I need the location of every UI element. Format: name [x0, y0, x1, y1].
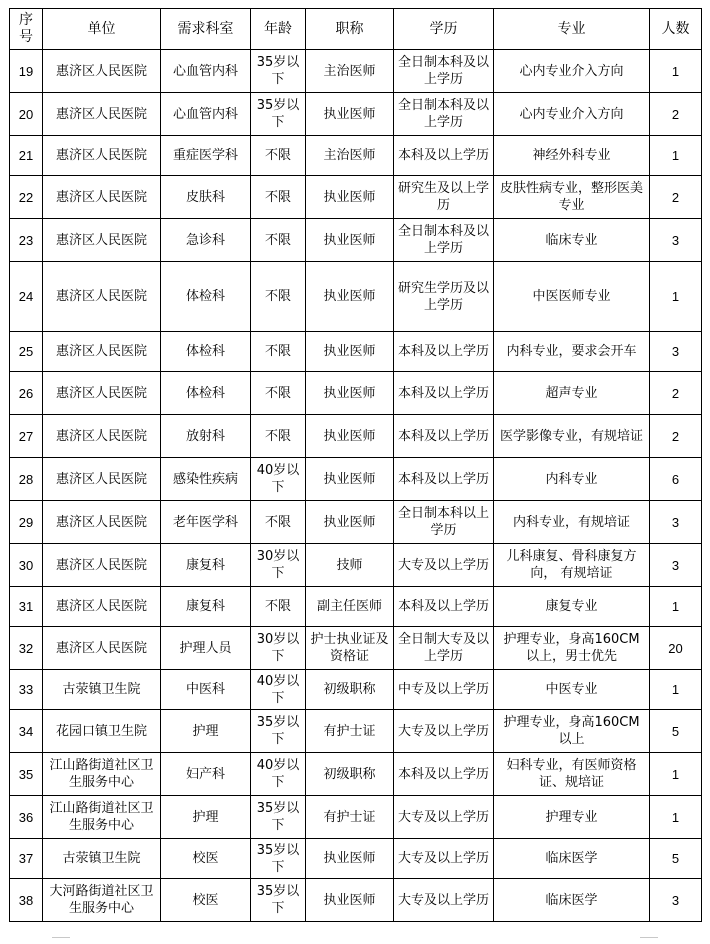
cell-department: 校医	[161, 839, 251, 879]
cell-title: 护士执业证及资格证	[306, 627, 394, 670]
table-row	[10, 670, 702, 710]
cell-unit: 惠济区人民医院	[43, 415, 161, 458]
table-row	[10, 544, 702, 587]
table-row	[10, 136, 702, 176]
cell-age: 35岁以下	[251, 50, 306, 93]
header-row	[10, 9, 702, 50]
cell-age: 不限	[251, 372, 306, 415]
table-row	[10, 219, 702, 262]
cell-count: 6	[650, 458, 702, 501]
recruitment-table	[9, 8, 702, 922]
cell-age: 不限	[251, 415, 306, 458]
cell-education: 大专及以上学历	[394, 544, 494, 587]
cell-age: 不限	[251, 136, 306, 176]
cell-education: 本科及以上学历	[394, 415, 494, 458]
cell-major: 护理专业	[494, 796, 650, 839]
cell-age: 30岁以下	[251, 544, 306, 587]
cell-count: 3	[650, 879, 702, 922]
cell-title: 执业医师	[306, 219, 394, 262]
cell-index: 29	[10, 501, 43, 544]
cell-count: 2	[650, 93, 702, 136]
cell-title: 有护士证	[306, 710, 394, 753]
cell-age: 不限	[251, 501, 306, 544]
cell-education: 本科及以上学历	[394, 332, 494, 372]
cell-title: 初级职称	[306, 670, 394, 710]
cell-major: 超声专业	[494, 372, 650, 415]
table-row	[10, 501, 702, 544]
cell-major: 内科专业，有规培证	[494, 501, 650, 544]
cell-major: 护理专业，身高160CM以上	[494, 710, 650, 753]
cell-major: 护理专业，身高160CM以上，男士优先	[494, 627, 650, 670]
cell-index: 21	[10, 136, 43, 176]
cell-title: 有护士证	[306, 796, 394, 839]
cell-department: 放射科	[161, 415, 251, 458]
cell-age: 不限	[251, 587, 306, 627]
cell-unit: 江山路街道社区卫生服务中心	[43, 796, 161, 839]
cell-title: 执业医师	[306, 415, 394, 458]
cell-age: 40岁以下	[251, 753, 306, 796]
cell-age: 35岁以下	[251, 839, 306, 879]
cell-unit: 惠济区人民医院	[43, 332, 161, 372]
cell-index: 36	[10, 796, 43, 839]
cell-department: 重症医学科	[161, 136, 251, 176]
cell-count: 2	[650, 176, 702, 219]
cell-title: 执业医师	[306, 372, 394, 415]
cell-education: 全日制本科以上学历	[394, 501, 494, 544]
cell-major: 儿科康复、骨科康复方向， 有规培证	[494, 544, 650, 587]
cell-index: 23	[10, 219, 43, 262]
cell-department: 体检科	[161, 332, 251, 372]
table-row	[10, 93, 702, 136]
cell-title: 执业医师	[306, 458, 394, 501]
cell-education: 本科及以上学历	[394, 136, 494, 176]
cell-unit: 惠济区人民医院	[43, 627, 161, 670]
cell-index: 26	[10, 372, 43, 415]
cell-education: 全日制本科及以上学历	[394, 93, 494, 136]
cell-unit: 惠济区人民医院	[43, 176, 161, 219]
cell-department: 护理	[161, 710, 251, 753]
cell-title: 主治医师	[306, 136, 394, 176]
cell-education: 大专及以上学历	[394, 879, 494, 922]
cell-age: 35岁以下	[251, 879, 306, 922]
header-unit: 单位	[43, 9, 161, 50]
cell-major: 临床医学	[494, 879, 650, 922]
cell-department: 护理	[161, 796, 251, 839]
cell-education: 全日制本科及以上学历	[394, 50, 494, 93]
cell-department: 体检科	[161, 262, 251, 332]
cell-title: 初级职称	[306, 753, 394, 796]
cell-index: 30	[10, 544, 43, 587]
cell-major: 中医医师专业	[494, 262, 650, 332]
table-body	[10, 50, 702, 922]
cell-unit: 惠济区人民医院	[43, 587, 161, 627]
table-row	[10, 50, 702, 93]
cell-index: 37	[10, 839, 43, 879]
cell-index: 28	[10, 458, 43, 501]
cell-age: 不限	[251, 332, 306, 372]
cell-index: 38	[10, 879, 43, 922]
cell-count: 3	[650, 332, 702, 372]
header-title: 职称	[306, 9, 394, 50]
page-corner-mark	[52, 937, 70, 938]
cell-title: 主治医师	[306, 50, 394, 93]
cell-count: 20	[650, 627, 702, 670]
cell-unit: 惠济区人民医院	[43, 219, 161, 262]
cell-department: 康复科	[161, 544, 251, 587]
cell-unit: 惠济区人民医院	[43, 458, 161, 501]
cell-education: 研究生学历及以上学历	[394, 262, 494, 332]
table-row	[10, 796, 702, 839]
cell-unit: 惠济区人民医院	[43, 136, 161, 176]
cell-department: 心血管内科	[161, 50, 251, 93]
table-row	[10, 262, 702, 332]
header-count: 人数	[650, 9, 702, 50]
cell-department: 皮肤科	[161, 176, 251, 219]
cell-index: 32	[10, 627, 43, 670]
cell-title: 执业医师	[306, 879, 394, 922]
cell-education: 大专及以上学历	[394, 796, 494, 839]
cell-title: 执业医师	[306, 262, 394, 332]
cell-unit: 惠济区人民医院	[43, 501, 161, 544]
cell-count: 1	[650, 50, 702, 93]
cell-count: 1	[650, 753, 702, 796]
cell-index: 25	[10, 332, 43, 372]
recruitment-table-container	[9, 8, 702, 922]
cell-index: 19	[10, 50, 43, 93]
cell-education: 全日制本科及以上学历	[394, 219, 494, 262]
table-row	[10, 839, 702, 879]
cell-title: 执业医师	[306, 93, 394, 136]
cell-department: 心血管内科	[161, 93, 251, 136]
cell-count: 1	[650, 670, 702, 710]
cell-department: 老年医学科	[161, 501, 251, 544]
cell-major: 神经外科专业	[494, 136, 650, 176]
cell-department: 校医	[161, 879, 251, 922]
cell-department: 中医科	[161, 670, 251, 710]
cell-major: 内科专业	[494, 458, 650, 501]
cell-age: 35岁以下	[251, 93, 306, 136]
cell-age: 35岁以下	[251, 710, 306, 753]
cell-education: 大专及以上学历	[394, 839, 494, 879]
cell-department: 感染性疾病	[161, 458, 251, 501]
table-row	[10, 176, 702, 219]
cell-department: 康复科	[161, 587, 251, 627]
table-row	[10, 879, 702, 922]
header-major: 专业	[494, 9, 650, 50]
cell-department: 妇产科	[161, 753, 251, 796]
cell-count: 3	[650, 544, 702, 587]
cell-major: 临床医学	[494, 839, 650, 879]
cell-age: 40岁以下	[251, 670, 306, 710]
cell-index: 24	[10, 262, 43, 332]
cell-title: 执业医师	[306, 839, 394, 879]
cell-title: 副主任医师	[306, 587, 394, 627]
cell-index: 34	[10, 710, 43, 753]
cell-index: 22	[10, 176, 43, 219]
cell-count: 1	[650, 136, 702, 176]
page-corner-mark	[640, 937, 658, 938]
cell-count: 1	[650, 796, 702, 839]
cell-unit: 花园口镇卫生院	[43, 710, 161, 753]
cell-major: 内科专业，要求会开车	[494, 332, 650, 372]
cell-education: 本科及以上学历	[394, 458, 494, 501]
cell-education: 全日制大专及以上学历	[394, 627, 494, 670]
header-department: 需求科室	[161, 9, 251, 50]
cell-major: 康复专业	[494, 587, 650, 627]
cell-unit: 江山路街道社区卫生服务中心	[43, 753, 161, 796]
cell-count: 2	[650, 415, 702, 458]
cell-count: 1	[650, 587, 702, 627]
cell-major: 临床专业	[494, 219, 650, 262]
cell-unit: 惠济区人民医院	[43, 50, 161, 93]
cell-age: 不限	[251, 176, 306, 219]
table-row	[10, 587, 702, 627]
table-row	[10, 458, 702, 501]
cell-department: 护理人员	[161, 627, 251, 670]
table-row	[10, 753, 702, 796]
cell-count: 5	[650, 839, 702, 879]
cell-age: 35岁以下	[251, 796, 306, 839]
cell-unit: 惠济区人民医院	[43, 544, 161, 587]
cell-unit: 古荥镇卫生院	[43, 839, 161, 879]
cell-unit: 古荥镇卫生院	[43, 670, 161, 710]
table-row	[10, 372, 702, 415]
cell-major: 心内专业介入方向	[494, 93, 650, 136]
cell-index: 20	[10, 93, 43, 136]
cell-major: 皮肤性病专业，整形医美专业	[494, 176, 650, 219]
header-education: 学历	[394, 9, 494, 50]
cell-department: 急诊科	[161, 219, 251, 262]
cell-count: 2	[650, 372, 702, 415]
cell-index: 33	[10, 670, 43, 710]
cell-index: 31	[10, 587, 43, 627]
cell-major: 妇科专业，有医师资格证、规培证	[494, 753, 650, 796]
cell-title: 执业医师	[306, 501, 394, 544]
cell-department: 体检科	[161, 372, 251, 415]
cell-education: 研究生及以上学历	[394, 176, 494, 219]
cell-title: 技师	[306, 544, 394, 587]
cell-count: 5	[650, 710, 702, 753]
cell-age: 30岁以下	[251, 627, 306, 670]
cell-count: 3	[650, 219, 702, 262]
cell-education: 本科及以上学历	[394, 372, 494, 415]
cell-age: 40岁以下	[251, 458, 306, 501]
header-index: 序号	[10, 9, 43, 50]
cell-index: 35	[10, 753, 43, 796]
cell-title: 执业医师	[306, 176, 394, 219]
table-row	[10, 710, 702, 753]
table-row	[10, 332, 702, 372]
table-row	[10, 627, 702, 670]
cell-education: 大专及以上学历	[394, 710, 494, 753]
cell-unit: 惠济区人民医院	[43, 372, 161, 415]
table-row	[10, 415, 702, 458]
cell-count: 1	[650, 262, 702, 332]
cell-age: 不限	[251, 219, 306, 262]
cell-count: 3	[650, 501, 702, 544]
cell-education: 本科及以上学历	[394, 753, 494, 796]
cell-title: 执业医师	[306, 332, 394, 372]
cell-education: 本科及以上学历	[394, 587, 494, 627]
cell-unit: 大河路街道社区卫生服务中心	[43, 879, 161, 922]
cell-unit: 惠济区人民医院	[43, 93, 161, 136]
cell-index: 27	[10, 415, 43, 458]
cell-major: 医学影像专业，有规培证	[494, 415, 650, 458]
header-age: 年龄	[251, 9, 306, 50]
cell-major: 心内专业介入方向	[494, 50, 650, 93]
cell-age: 不限	[251, 262, 306, 332]
cell-education: 中专及以上学历	[394, 670, 494, 710]
cell-unit: 惠济区人民医院	[43, 262, 161, 332]
cell-major: 中医专业	[494, 670, 650, 710]
